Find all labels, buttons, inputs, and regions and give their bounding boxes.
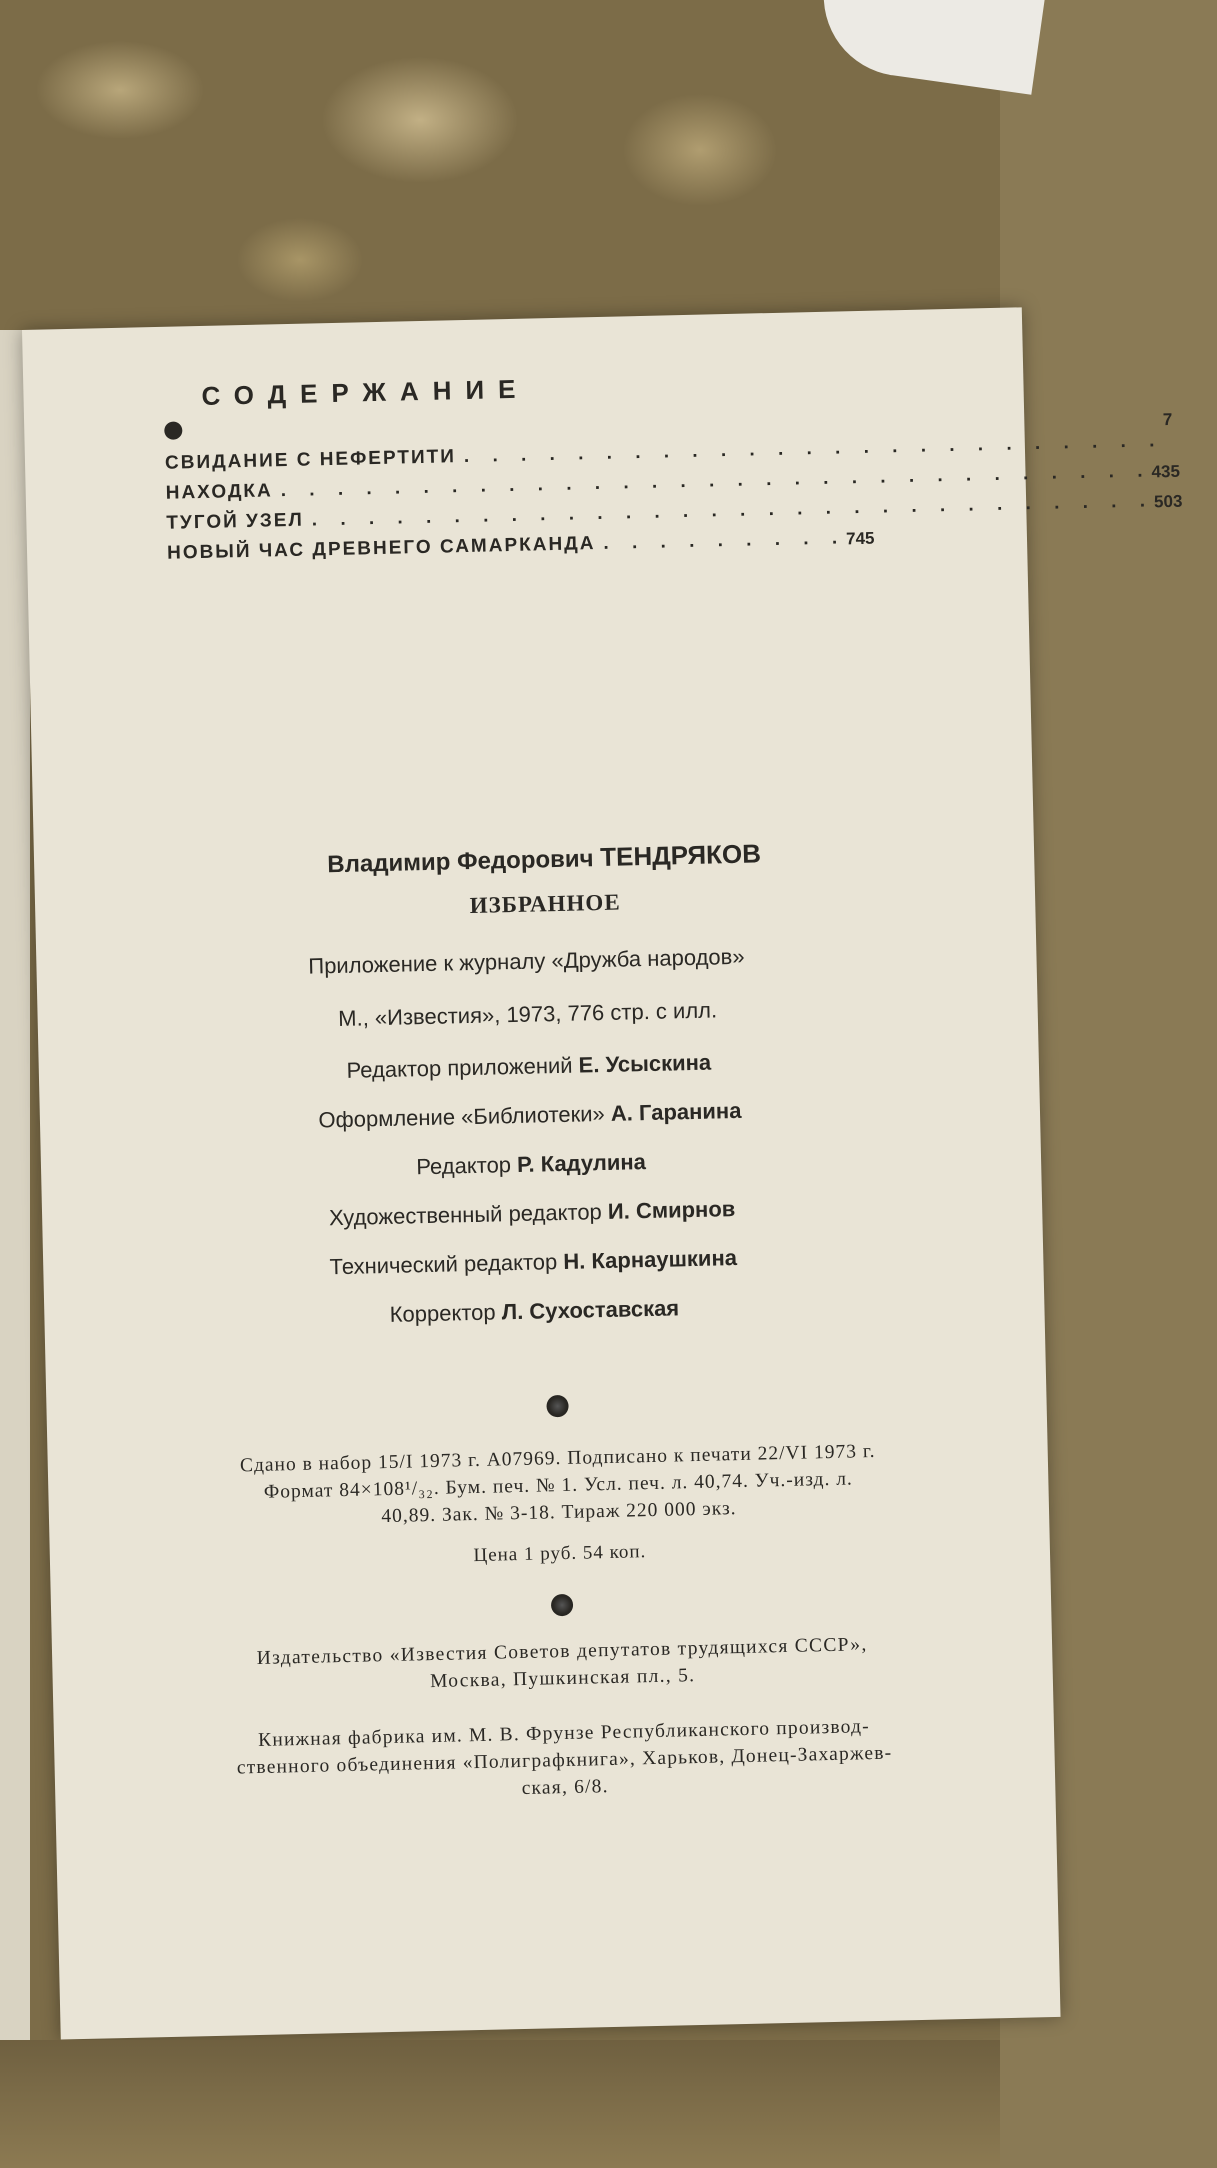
- price-line: Цена 1 руб. 54 коп.: [473, 1541, 647, 1567]
- toc-leader-dots: . . . . . . . . .: [603, 527, 847, 554]
- tech-line: Сдано в набор 15/I 1973 г. А07969. Подписано к печати 22/VI 1973 г.: [239, 1440, 876, 1477]
- printer-line-2: ственного объединения «Полиграфкнига», Харьков, Донец-Захаржев-: [236, 1742, 893, 1779]
- credit-role: Оформление «Библиотеки»: [318, 1100, 606, 1133]
- credits-list: [219, 1047, 846, 1355]
- tech-line: 40,89. Зак. № 3-18. Тираж 220 000 экз.: [381, 1498, 737, 1528]
- credit-role: Редактор: [416, 1152, 512, 1180]
- book-title: ИЗБРАННОЕ: [469, 889, 621, 918]
- toc-entry-title: ТУГОЙ УЗЕЛ: [166, 509, 305, 534]
- ornament-icon: [551, 1594, 573, 1616]
- author-name: Владимир Федорович: [327, 845, 594, 879]
- credit-name: Н. Карнаушкина: [563, 1245, 738, 1274]
- author-line: [254, 837, 835, 881]
- table-of-contents: [164, 409, 1183, 565]
- toc-leader-dots: . . . . . . . . . . . . . . . . . . . . . . . . . . . . . .: [311, 490, 1155, 531]
- publisher-address: [152, 1629, 973, 1702]
- printer-line-3: ская, 6/8.: [521, 1776, 609, 1800]
- toc-entry-page: 745: [845, 528, 875, 549]
- book-page: [22, 307, 1183, 2039]
- credit-name: А. Гаранина: [610, 1097, 742, 1126]
- toc-entry-title: НАХОДКА: [165, 480, 273, 504]
- technical-details: [138, 1436, 980, 1536]
- credit-name: Е. Усыскина: [578, 1049, 712, 1078]
- credit-role: Художественный редактор: [328, 1199, 603, 1231]
- credit-name: Р. Кадулина: [516, 1149, 647, 1177]
- printer-line-1: Книжная фабрика им. М. В. Фрунзе Республиканского производ-: [257, 1716, 871, 1752]
- credit-name: И. Смирнов: [607, 1196, 736, 1224]
- page-edge: [0, 330, 30, 2050]
- author-surname: ТЕНДРЯКОВ: [599, 838, 762, 873]
- credit-name: Л. Сухоставская: [501, 1295, 680, 1325]
- printer-info: [114, 1710, 1016, 1811]
- ornament-icon: [546, 1395, 568, 1417]
- publisher-line-1: Издательство «Известия Советов депутатов трудящихся СССР»,: [256, 1634, 868, 1670]
- credit-role: Корректор: [389, 1299, 496, 1327]
- credit-role: Технический редактор: [329, 1249, 558, 1280]
- toc-entry-page: 7: [1162, 409, 1173, 430]
- toc-entry-page: 435: [1151, 461, 1181, 482]
- toc-leader-dots: . . . . . . . . . . . . . . . . . . . . . . . . . . . . . . .: [280, 460, 1152, 502]
- toc-entry-title: НОВЫЙ ЧАС ДРЕВНЕГО САМАРКАНДА: [166, 533, 596, 564]
- credit-role: Редактор приложений: [346, 1052, 573, 1083]
- toc-leader-dots: . . . . . . . . . . . . . . . . . . . . . . . . .: [463, 430, 1164, 468]
- toc-entry-title: СВИДАНИЕ С НЕФЕРТИТИ: [164, 446, 457, 474]
- tech-line: Формат 84×108¹/₃₂. Бум. печ. № 1. Усл. печ. л. 40,74. Уч.-изд. л.: [263, 1468, 854, 1503]
- supplement-line: Приложение к журналу «Дружба народов»: [308, 943, 745, 979]
- toc-entry-page: 503: [1153, 491, 1183, 512]
- publisher-line: М., «Известия», 1973, 776 стр. с илл.: [337, 997, 718, 1031]
- tablecloth-bottom: [0, 2040, 1000, 2168]
- toc-heading: СОДЕРЖАНИЕ: [201, 373, 530, 411]
- publisher-line-2: Москва, Пушкинская пл., 5.: [429, 1665, 696, 1693]
- bullet-icon: [164, 421, 182, 439]
